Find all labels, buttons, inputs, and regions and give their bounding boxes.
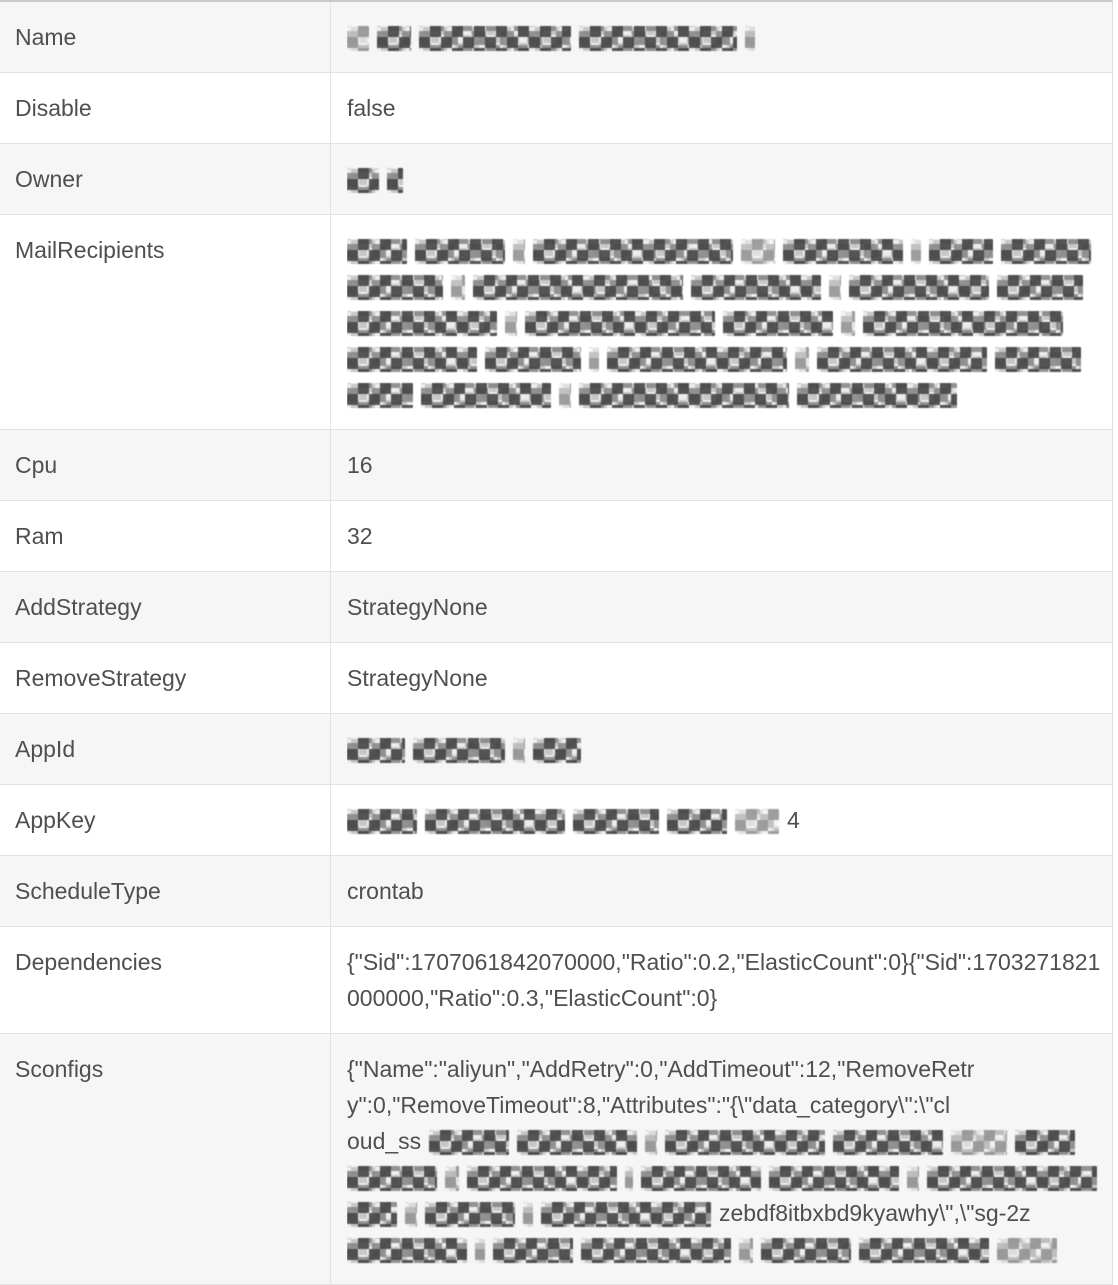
redaction-mosaic — [1015, 1130, 1075, 1155]
redaction-mosaic — [533, 738, 581, 763]
redaction-mosaic-line — [347, 731, 1104, 767]
redaction-mosaic-line — [347, 161, 1104, 197]
redaction-mosaic — [797, 383, 957, 408]
row-value-redacted — [331, 714, 1112, 784]
row-label: Cpu — [0, 430, 331, 500]
redaction-mosaic — [347, 383, 413, 408]
redaction-mosaic — [523, 1202, 533, 1227]
table-row-mailrecipients — [0, 215, 1112, 430]
row-value-redacted — [331, 144, 1112, 214]
sconfigs-line5-fragment: zebdf8itbxbd9kyawhy\",\"sg-2z — [719, 1200, 1031, 1226]
redaction-mosaic — [995, 347, 1081, 372]
redaction-mosaic-line — [347, 340, 1104, 376]
table-row-appkey — [0, 785, 1112, 856]
sconfigs-line-3 — [347, 1123, 1104, 1159]
redaction-mosaic — [425, 809, 565, 834]
redaction-mosaic-line — [347, 304, 1104, 340]
redaction-mosaic-line — [347, 1231, 1104, 1267]
redaction-mosaic — [607, 347, 787, 372]
redaction-mosaic — [347, 738, 405, 763]
sconfigs-line-1: {"Name":"aliyun","AddRetry":0,"AddTimeout":12,"RemoveRetr — [347, 1056, 975, 1082]
redaction-mosaic — [559, 383, 571, 408]
redaction-mosaic — [927, 1166, 1097, 1191]
redaction-mosaic — [589, 347, 599, 372]
row-value: 16 — [347, 452, 373, 478]
redaction-mosaic — [419, 26, 571, 51]
table-row-name — [0, 2, 1112, 73]
redaction-mosaic — [445, 1166, 459, 1191]
row-label: Dependencies — [0, 927, 331, 1033]
redaction-mosaic-line — [347, 19, 1104, 55]
redaction-mosaic — [907, 1166, 919, 1191]
redaction-mosaic — [533, 239, 733, 264]
row-value: StrategyNone — [347, 665, 488, 691]
table-row-dependencies — [0, 927, 1112, 1034]
row-label: AppKey — [0, 785, 331, 855]
redaction-mosaic — [347, 26, 369, 51]
redaction-mosaic — [691, 275, 821, 300]
redaction-mosaic — [429, 1130, 509, 1155]
redaction-mosaic-line — [347, 1159, 1104, 1195]
redaction-mosaic — [911, 239, 921, 264]
redaction-mosaic — [485, 347, 581, 372]
table-row-scheduletype — [0, 856, 1112, 927]
row-value: {"Sid":1707061842070000,"Ratio":0.2,"ElasticCount":0}{"Sid":1703271821000000,"Ratio":0.3,"ElasticCount":0} — [347, 949, 1101, 1011]
row-label: ScheduleType — [0, 856, 331, 926]
redaction-mosaic — [505, 311, 517, 336]
redaction-mosaic — [997, 275, 1083, 300]
redaction-mosaic — [513, 738, 525, 763]
table-row-removestrategy — [0, 643, 1112, 714]
redaction-mosaic — [513, 239, 525, 264]
redaction-mosaic — [387, 168, 403, 193]
row-value-redacted — [331, 785, 1112, 855]
redaction-mosaic — [723, 311, 833, 336]
row-label: AddStrategy — [0, 572, 331, 642]
redaction-mosaic — [849, 275, 989, 300]
row-label: Ram — [0, 501, 331, 571]
row-label: Sconfigs — [0, 1034, 331, 1284]
table-row-addstrategy — [0, 572, 1112, 643]
redaction-mosaic — [573, 809, 659, 834]
redaction-mosaic — [541, 1202, 711, 1227]
redaction-mosaic — [517, 1130, 637, 1155]
redaction-mosaic — [425, 1202, 515, 1227]
redaction-mosaic — [415, 239, 505, 264]
redaction-mosaic — [347, 239, 407, 264]
redaction-mosaic — [769, 1166, 899, 1191]
redaction-mosaic — [1001, 239, 1091, 264]
redaction-mosaic — [579, 26, 737, 51]
redaction-mosaic — [467, 1166, 617, 1191]
redaction-mosaic — [833, 1130, 943, 1155]
row-value: crontab — [347, 878, 424, 904]
redaction-mosaic — [645, 1130, 657, 1155]
redaction-mosaic — [451, 275, 465, 300]
redaction-mosaic — [817, 347, 987, 372]
row-value-partially-redacted — [331, 1034, 1112, 1284]
redaction-mosaic — [579, 383, 789, 408]
redaction-mosaic-line — [347, 802, 1104, 838]
redaction-mosaic — [795, 347, 809, 372]
row-label: Disable — [0, 73, 331, 143]
redaction-mosaic — [347, 168, 379, 193]
redaction-mosaic — [347, 311, 497, 336]
redaction-mosaic — [421, 383, 551, 408]
redaction-mosaic — [929, 239, 993, 264]
redaction-mosaic — [525, 311, 715, 336]
redaction-mosaic — [667, 809, 727, 834]
redaction-mosaic — [665, 1130, 825, 1155]
redaction-mosaic-line — [347, 232, 1104, 268]
sconfigs-line-5 — [347, 1195, 1104, 1231]
redaction-mosaic — [347, 809, 417, 834]
row-label: RemoveStrategy — [0, 643, 331, 713]
table-row-cpu — [0, 430, 1112, 501]
sconfigs-line3-prefix: oud_ss — [347, 1128, 422, 1154]
redaction-mosaic — [347, 1166, 437, 1191]
redaction-mosaic-line — [347, 376, 1104, 412]
redaction-mosaic — [377, 26, 411, 51]
redaction-mosaic — [473, 275, 683, 300]
redaction-mosaic — [347, 275, 443, 300]
row-label: Owner — [0, 144, 331, 214]
redaction-mosaic — [863, 311, 1063, 336]
redaction-mosaic — [741, 239, 775, 264]
table-row-sconfigs — [0, 1034, 1112, 1285]
row-value-redacted — [331, 2, 1112, 72]
redaction-mosaic — [641, 1166, 761, 1191]
redaction-mosaic — [405, 1202, 417, 1227]
row-label: AppId — [0, 714, 331, 784]
redaction-mosaic — [745, 26, 755, 51]
row-label: Name — [0, 2, 331, 72]
table-row-disable — [0, 73, 1112, 144]
redaction-mosaic — [829, 275, 841, 300]
row-value: 32 — [347, 523, 373, 549]
table-row-appid — [0, 714, 1112, 785]
redaction-mosaic-line — [347, 268, 1104, 304]
redaction-mosaic — [625, 1166, 633, 1191]
row-value: StrategyNone — [347, 594, 488, 620]
table-row-owner — [0, 144, 1112, 215]
redaction-mosaic — [347, 347, 477, 372]
redaction-mosaic — [347, 1202, 397, 1227]
redaction-mosaic — [413, 738, 505, 763]
sconfigs-line-2: y":0,"RemoveTimeout":8,"Attributes":"{\"data_category\":\"cl — [347, 1092, 951, 1118]
appkey-visible-suffix: 4 — [787, 807, 800, 833]
redaction-mosaic — [783, 239, 903, 264]
row-label: MailRecipients — [0, 215, 331, 429]
table-row-ram — [0, 501, 1112, 572]
row-value: false — [347, 95, 396, 121]
redaction-mosaic — [735, 809, 779, 834]
redaction-mosaic — [951, 1130, 1007, 1155]
redaction-mosaic — [841, 311, 855, 336]
row-value-redacted — [331, 215, 1112, 429]
